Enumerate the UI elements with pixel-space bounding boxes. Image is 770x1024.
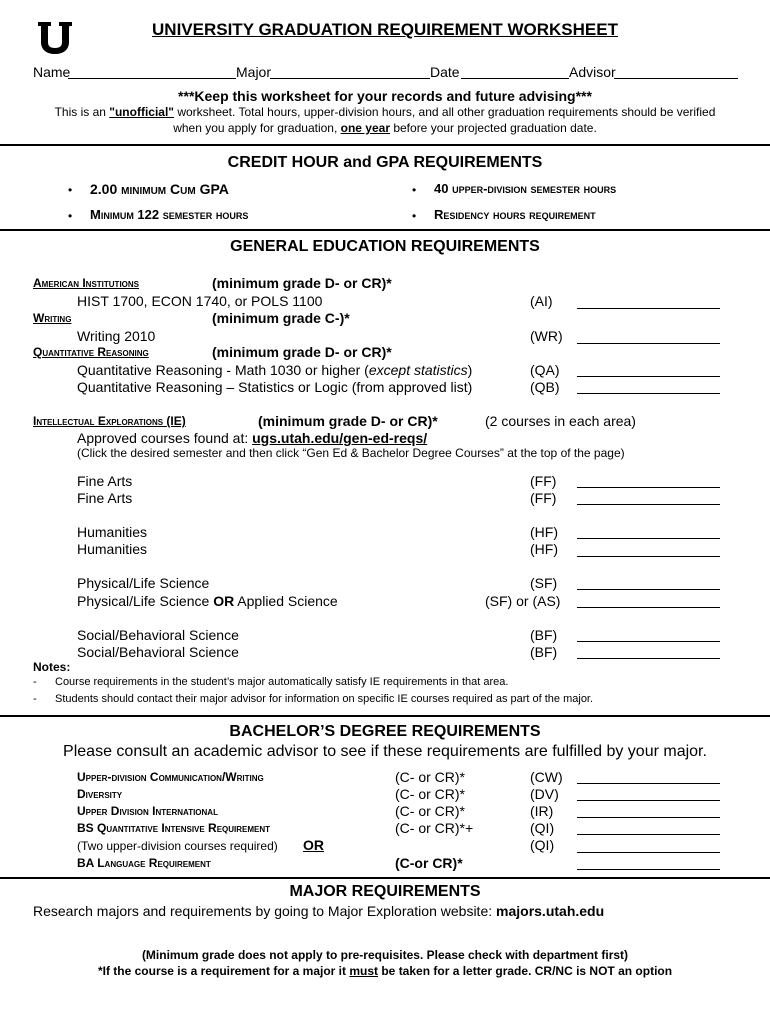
- ff-1-label: Fine Arts: [77, 473, 133, 489]
- majors-link[interactable]: majors.utah.edu: [496, 903, 605, 919]
- bf-1-blank[interactable]: [577, 641, 720, 642]
- divider: [0, 715, 770, 717]
- wr-course: Writing 2010: [77, 328, 156, 344]
- hf-1-label: Humanities: [77, 524, 148, 540]
- or-label: OR: [303, 837, 324, 853]
- name-field[interactable]: [68, 78, 236, 79]
- ir-code: (IR): [530, 803, 554, 819]
- name-field-label: Name: [33, 64, 71, 80]
- bf-1-code: (BF): [530, 627, 558, 643]
- sf-2-blank[interactable]: [577, 607, 720, 608]
- note-dash: -: [33, 693, 37, 705]
- ir-blank[interactable]: [577, 817, 720, 818]
- qi-2-blank[interactable]: [577, 852, 720, 853]
- notes-title: Notes:: [33, 660, 71, 674]
- wr-grade: (minimum grade C-)*: [212, 310, 350, 326]
- cw-label: Upper-division Communication/Writing: [77, 770, 264, 784]
- svg-text:®: ®: [66, 24, 70, 30]
- advisor-field-label: Advisor: [569, 64, 616, 80]
- qr-grade: (minimum grade D- or CR)*: [212, 344, 392, 360]
- ff-1-blank[interactable]: [577, 487, 720, 488]
- footer-line-2: *If the course is a requirement for a major it must be taken for a letter grade. CR/NC is NOT an option: [97, 964, 673, 978]
- ai-label: American Institutions: [33, 276, 139, 290]
- note-2: Students should contact their major advisor for information on specific IE courses required as part of the major.: [55, 693, 594, 705]
- intro-line-2: when you apply for graduation, one year before your projected graduation date.: [173, 121, 597, 135]
- qi-grade: (C- or CR)*+: [395, 820, 474, 836]
- hf-2-blank[interactable]: [577, 556, 720, 557]
- qi-label: BS Quantitative Intensive Requirement: [77, 821, 271, 835]
- bullet-icon: •: [68, 209, 73, 223]
- bullet-icon: •: [412, 209, 417, 223]
- ai-blank[interactable]: [577, 308, 720, 309]
- qa-code: (QA): [530, 362, 560, 378]
- bachelor-heading: BACHELOR’S DEGREE REQUIREMENTS: [229, 723, 541, 740]
- ir-label: Upper Division International: [77, 804, 218, 818]
- cw-grade: (C- or CR)*: [395, 769, 465, 785]
- bf-2-blank[interactable]: [577, 658, 720, 659]
- bf-1-label: Social/Behavioral Science: [77, 627, 239, 643]
- ie-grade: (minimum grade D- or CR)*: [258, 413, 438, 429]
- hf-2-code: (HF): [530, 541, 558, 557]
- wr-label: Writing: [33, 311, 72, 325]
- ie-areas: (2 courses in each area): [485, 413, 636, 429]
- qa-blank[interactable]: [577, 376, 720, 377]
- credit-hours: Minimum 122 semester hours: [90, 207, 249, 222]
- qa-course: Quantitative Reasoning - Math 1030 or higher (except statistics): [77, 362, 473, 378]
- page-title: UNIVERSITY GRADUATION REQUIREMENT WORKSHEET: [152, 20, 618, 39]
- dv-code: (DV): [530, 786, 559, 802]
- ff-2-code: (FF): [530, 490, 557, 506]
- date-field-label: Date: [430, 64, 460, 80]
- sf-1-label: Physical/Life Science: [77, 575, 210, 591]
- dv-grade: (C- or CR)*: [395, 786, 465, 802]
- qi-blank[interactable]: [577, 834, 720, 835]
- qi-code: (QI): [530, 820, 555, 836]
- hf-1-blank[interactable]: [577, 538, 720, 539]
- cw-blank[interactable]: [577, 783, 720, 784]
- wr-code: (WR): [530, 328, 563, 344]
- ff-2-blank[interactable]: [577, 504, 720, 505]
- note-dash: -: [33, 676, 37, 688]
- ir-grade: (C- or CR)*: [395, 803, 465, 819]
- wr-blank[interactable]: [577, 343, 720, 344]
- sf-2-code: (SF) or (AS): [485, 593, 561, 609]
- cw-code: (CW): [530, 769, 563, 785]
- approved-courses-link[interactable]: ugs.utah.edu/gen-ed-reqs/: [252, 430, 428, 446]
- major-field-label: Major: [236, 64, 272, 80]
- ai-code: (AI): [530, 293, 553, 309]
- hf-2-label: Humanities: [77, 541, 148, 557]
- bf-2-code: (BF): [530, 644, 558, 660]
- ai-course: HIST 1700, ECON 1740, or POLS 1100: [77, 293, 323, 309]
- credit-upper: 40 upper-division semester hours: [434, 181, 617, 196]
- intro-line-1: This is an "unofficial" worksheet. Total hours, upper-division hours, and all other graduation requirements should be verified: [54, 105, 716, 119]
- qb-code: (QB): [530, 379, 560, 395]
- credit-gpa: 2.00 minimum Cum GPA: [90, 181, 229, 197]
- major-heading: MAJOR REQUIREMENTS: [289, 883, 481, 900]
- dv-label: Diversity: [77, 787, 123, 801]
- qb-course: Quantitative Reasoning – Statistics or Logic (from approved list): [77, 379, 473, 395]
- bullet-icon: •: [68, 183, 73, 197]
- major-research: Research majors and requirements by going to Major Exploration website: majors.utah.edu: [33, 903, 605, 919]
- qr-label: Quantitative Reasoning: [33, 345, 149, 359]
- ff-1-code: (FF): [530, 473, 557, 489]
- advisor-field[interactable]: [614, 78, 738, 79]
- gened-heading: GENERAL EDUCATION REQUIREMENTS: [230, 238, 540, 255]
- credit-heading: CREDIT HOUR and GPA REQUIREMENTS: [227, 154, 543, 171]
- divider: [0, 877, 770, 879]
- credit-residency: Residency hours requirement: [434, 207, 596, 222]
- ai-grade: (minimum grade D- or CR)*: [212, 275, 392, 291]
- keep-notice: ***Keep this worksheet for your records and future advising***: [178, 88, 592, 104]
- sf-2-label: Physical/Life Science OR Applied Science: [77, 593, 338, 609]
- bullet-icon: •: [412, 183, 417, 197]
- ie-label: Intellectual Explorations (IE): [33, 414, 186, 428]
- bachelor-sub: Please consult an academic advisor to see if these requirements are fulfilled by your major.: [63, 743, 707, 760]
- sf-1-code: (SF): [530, 575, 558, 591]
- sf-1-blank[interactable]: [577, 589, 720, 590]
- ff-2-label: Fine Arts: [77, 490, 133, 506]
- bf-2-label: Social/Behavioral Science: [77, 644, 239, 660]
- ie-click-note: (Click the desired semester and then click “Gen Ed & Bachelor Degree Courses” at the top of the page): [77, 446, 625, 460]
- qi-2-code: (QI): [530, 837, 555, 853]
- ba-blank[interactable]: [577, 869, 720, 870]
- ba-label: BA Language Requirement: [77, 856, 211, 870]
- divider: [0, 144, 770, 146]
- date-field[interactable]: [461, 78, 569, 79]
- divider: [0, 229, 770, 231]
- major-field[interactable]: [270, 78, 430, 79]
- qb-blank[interactable]: [577, 393, 720, 394]
- hf-1-code: (HF): [530, 524, 558, 540]
- footer-line-1: (Minimum grade does not apply to pre-requisites. Please check with department first): [141, 948, 629, 962]
- two-upper-note: (Two upper-division courses required): [77, 839, 278, 853]
- dv-blank[interactable]: [577, 800, 720, 801]
- ba-grade: (C-or CR)*: [395, 855, 463, 871]
- ie-approved: Approved courses found at: ugs.utah.edu/gen-ed-reqs/: [77, 430, 428, 446]
- note-1: Course requirements in the student’s major automatically satisfy IE requirements in that area.: [55, 676, 509, 688]
